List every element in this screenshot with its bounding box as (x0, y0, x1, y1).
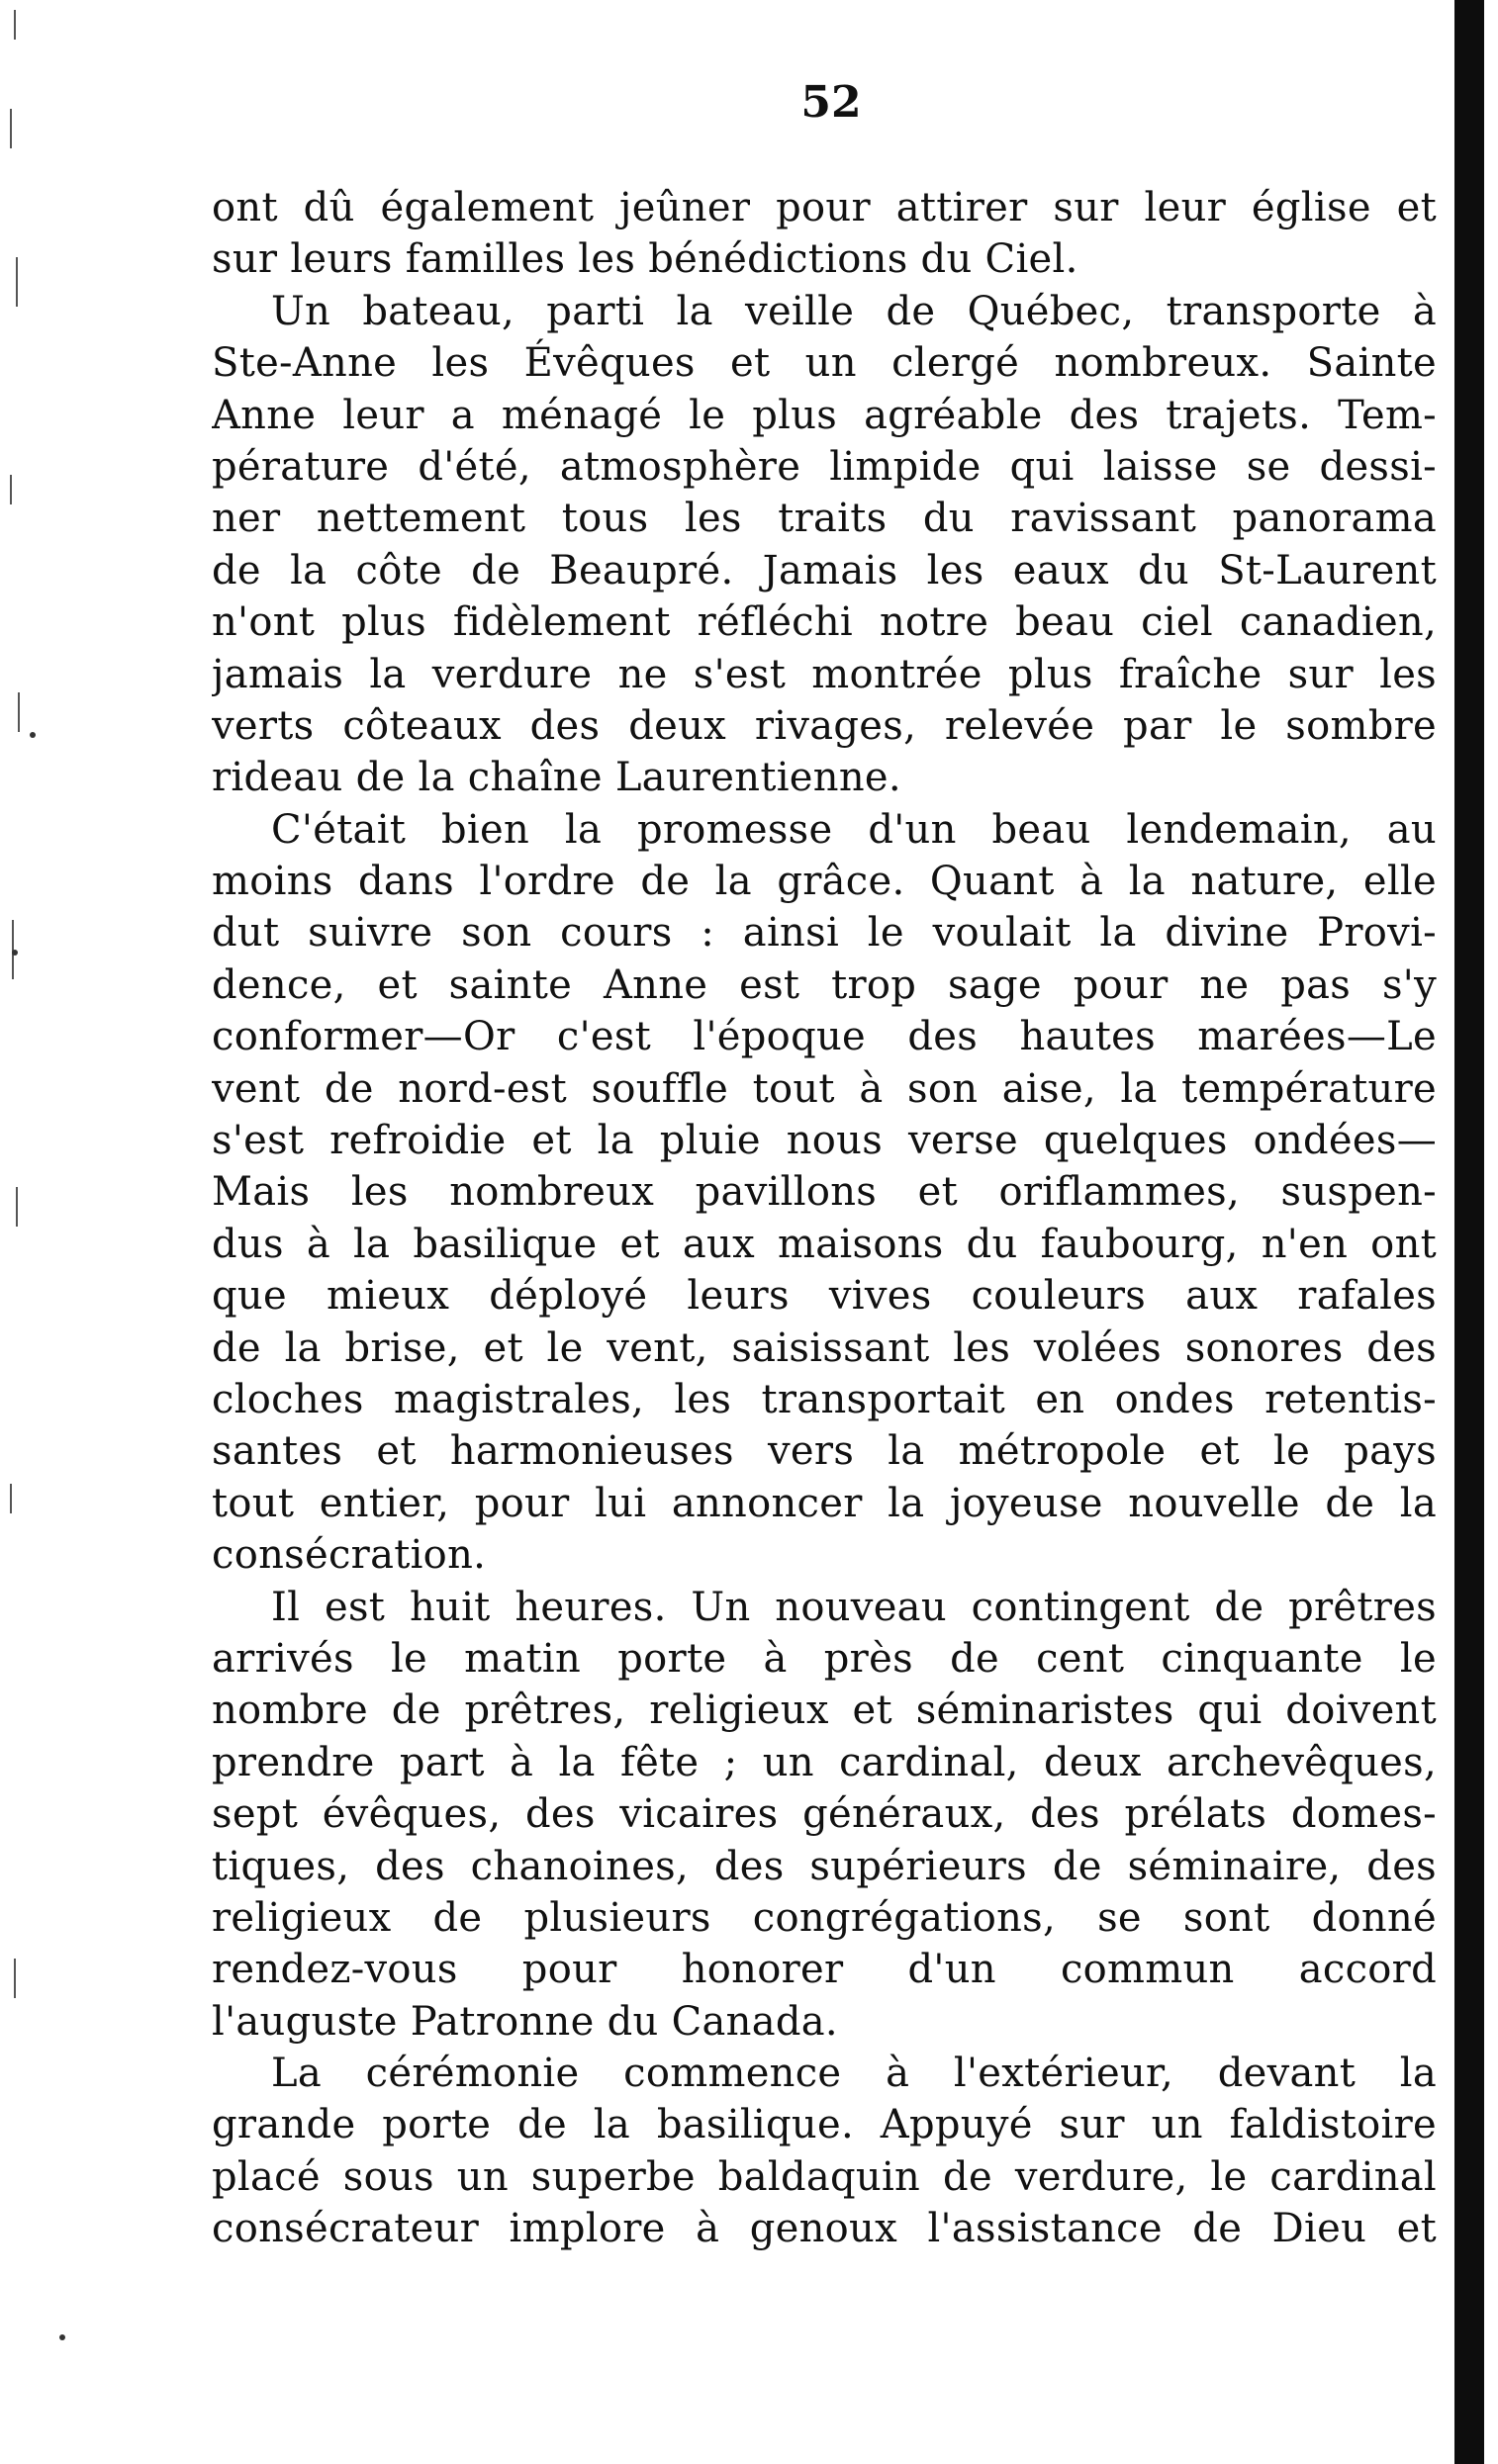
text-line: sept évêques, des vicaires généraux, des prélats domes- (212, 1791, 1437, 1838)
text-line: vent de nord-est souffle tout à son aise, la température (212, 1065, 1437, 1112)
text-line: rendez-vous pour honorer d'un commun accord (212, 1947, 1437, 1993)
text-line: rideau de la chaîne Laurentienne. (212, 755, 901, 801)
page-number: 52 (800, 77, 862, 128)
text-line: de la brise, et le vent, saisissant les volées sonores des (212, 1324, 1437, 1371)
text-line: ner nettement tous les traits du ravissant panorama (212, 496, 1437, 542)
text-line: de la côte de Beaupré. Jamais les eaux du St-Laurent (212, 547, 1437, 593)
text-line: l'auguste Patronne du Canada. (212, 1998, 838, 2045)
text-line: jamais la verdure ne s'est montrée plus fraîche sur les (212, 651, 1437, 697)
text-line: Ste-Anne les Évêques et un clergé nombreux. Sainte (212, 340, 1437, 387)
text-line: Un bateau, parti la veille de Québec, transporte à (271, 288, 1437, 334)
text-line: moins dans l'ordre de la grâce. Quant à la nature, elle (212, 859, 1437, 905)
text-line: dut suivre son cours : ainsi le voulait la divine Provi- (212, 910, 1437, 957)
text-line: grande porte de la basilique. Appuyé sur un faldistoire (212, 2102, 1437, 2148)
text-line: dus à la basilique et aux maisons du faubourg, n'en ont (212, 1221, 1437, 1267)
text-line: sur leurs familles les bénédictions du Ciel. (212, 236, 1078, 283)
text-line: conformer—Or c'est l'époque des hautes marées—Le (212, 1014, 1437, 1060)
scan-edge-bar (1454, 0, 1484, 2464)
text-line: Anne leur a ménagé le plus agréable des trajets. Tem- (212, 392, 1437, 438)
text-line: prendre part à la fête ; un cardinal, deux archevêques, (212, 1739, 1437, 1785)
text-line: dence, et sainte Anne est trop sage pour ne pas s'y (212, 961, 1437, 1008)
text-line: verts côteaux des deux rivages, relevée par le sombre (212, 702, 1437, 749)
text-line: cloches magistrales, les transportait en ondes retentis- (212, 1376, 1437, 1422)
text-line: consécration. (212, 1532, 487, 1579)
text-line: La cérémonie commence à l'extérieur, devant la (271, 2051, 1437, 2097)
text-line: C'était bien la promesse d'un beau lendemain, au (271, 806, 1437, 853)
text-line: ont dû également jeûner pour attirer sur leur église et (212, 185, 1437, 230)
text-line: nombre de prêtres, religieux et séminaristes qui doivent (212, 1688, 1437, 1734)
text-line: religieux de plusieurs congrégations, se sont donné (212, 1894, 1437, 1941)
text-line: tout entier, pour lui annoncer la joyeuse nouvelle de la (212, 1480, 1437, 1526)
text-line: Il est huit heures. Un nouveau contingent de prêtres (271, 1584, 1437, 1630)
text-line: placé sous un superbe baldaquin de verdure, le cardinal (212, 2153, 1437, 2200)
text-line: santes et harmonieuses vers la métropole et le pays (212, 1428, 1437, 1475)
text-line: que mieux déployé leurs vives couleurs aux rafales (212, 1273, 1437, 1320)
text-line: n'ont plus fidèlement réfléchi notre beau ciel canadien, (212, 599, 1437, 646)
text-line: s'est refroidie et la pluie nous verse quelques ondées— (212, 1118, 1437, 1164)
body-text (212, 182, 1437, 2255)
text-line: tiques, des chanoines, des supérieurs de séminaire, des (212, 1843, 1437, 1889)
text-line: consécrateur implore à genoux l'assistance de Dieu et (212, 2206, 1437, 2252)
text-line: pérature d'été, atmosphère limpide qui laisse se dessi- (212, 443, 1437, 490)
left-margin-artifacts (0, 0, 49, 2464)
text-line: Mais les nombreux pavillons et oriflammes, suspen- (212, 1169, 1437, 1216)
text-line: arrivés le matin porte à près de cent cinquante le (212, 1635, 1437, 1682)
